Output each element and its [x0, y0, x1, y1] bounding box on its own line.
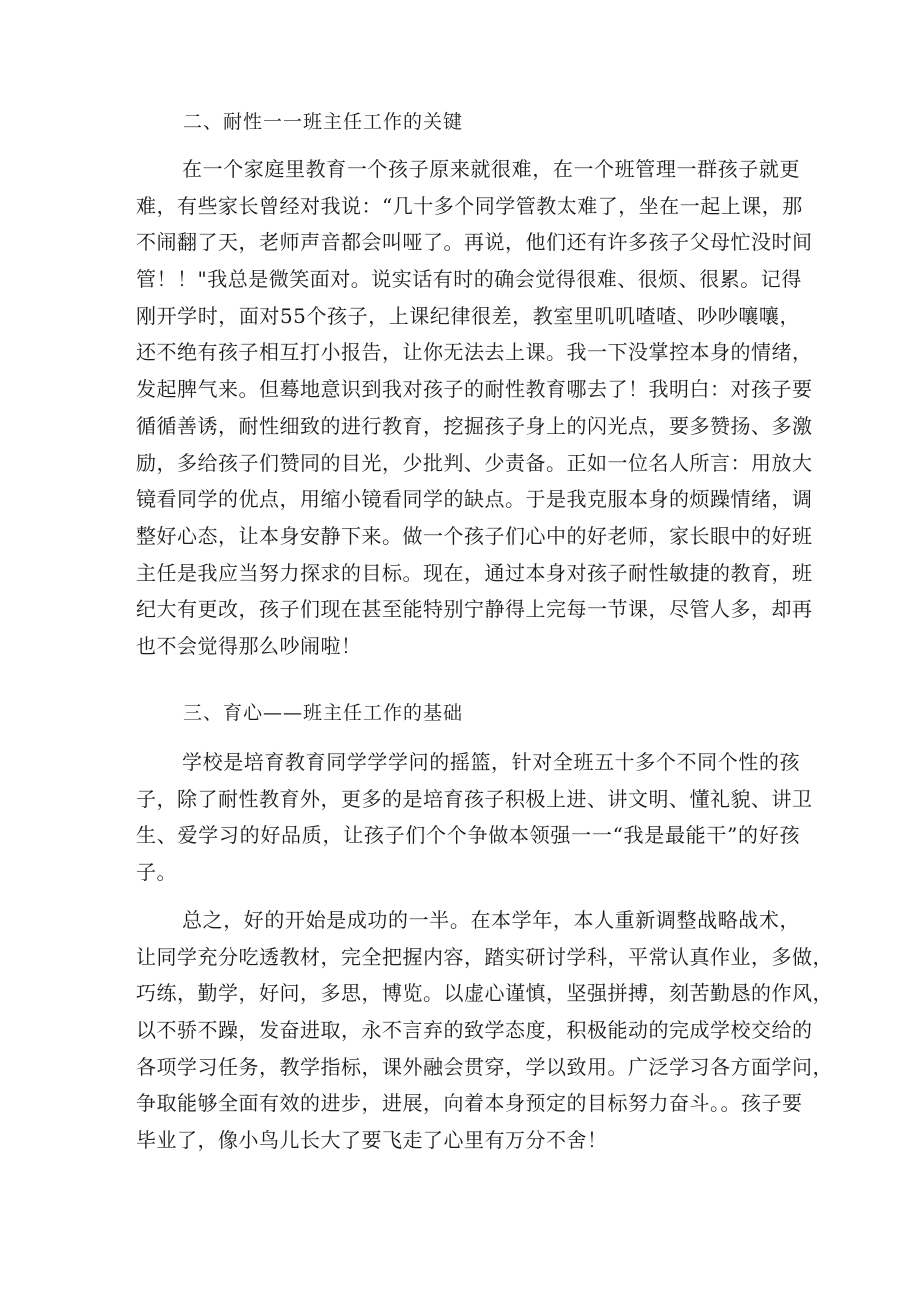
text-line: 纪大有更改，孩子们现在甚至能特别宁静得上完每一节课，尽管人多，却再 — [136, 597, 813, 622]
text-line: 整好心态，让本身安静下来。做一个孩子们心中的好老师，家长眼中的好班 — [136, 523, 813, 548]
text-line: 也不会觉得那么吵闹啦！ — [136, 633, 362, 658]
text-line: 循循善诱，耐性细致的进行教育，挖掘孩子身上的闪光点，要多赞扬、多激 — [136, 413, 813, 438]
text-line: 争取能够全面有效的进步，进展，向着本身预定的目标努力奋斗。。孩子要 — [136, 1091, 803, 1116]
text-line: 镜看同学的优点，用缩小镜看同学的缺点。于是我克服本身的烦躁情绪，调 — [136, 487, 813, 512]
text-line: 主任是我应当努力探求的目标。现在，通过本身对孩子耐性敏捷的教育，班 — [136, 560, 813, 585]
text-line: 子，除了耐性教育外，更多的是培育孩子积极上进、讲文明、懂礼貌、讲卫 — [136, 786, 813, 811]
paragraph-patience — [136, 151, 813, 665]
text-line: 发起脾气来。但蓦地意识到我对孩子的耐性教育哪去了！我明白：对孩子要 — [136, 377, 813, 402]
section-heading-nurture: 三、育心——班主任工作的基础 — [183, 702, 464, 724]
text-line: 生、爱学习的好品质，让孩子们个个争做本领强一一“我是最能干”的好孩 — [136, 823, 800, 848]
text-line: 以不骄不躁，发奋进取，永不言弃的致学态度，积极能动的完成学校交给的 — [136, 1018, 813, 1043]
text-line: 子。 — [136, 860, 177, 885]
text-line: 在一个家庭里教育一个孩子原来就很难，在一个班管理一群孩子就更 — [182, 157, 800, 181]
paragraph-conclusion — [136, 902, 833, 1159]
text-line: 巧练，勤学，好问，多思，博览。以虚心谨慎，坚强拼搏，刻苦勤恳的作风， — [136, 981, 833, 1006]
text-line: 管！！"我总是微笑面对。说实话有时的确会觉得很难、很烦、很累。记得 — [136, 267, 802, 292]
text-line: 不闹翻了天，老师声音都会叫哑了。再说，他们还有许多孩子父母忙没时间 — [136, 230, 813, 255]
paragraph-nurture — [136, 744, 813, 891]
text-line: 学校是培育教育同学学学问的摇篮，针对全班五十多个不同个性的孩 — [182, 750, 800, 774]
text-line: 励，多给孩子们赞同的目光，少批判、少责备。正如一位名人所言：用放大 — [136, 450, 813, 475]
text-line: 总之，好的开始是成功的一半。在本学年，本人重新调整战略战术， — [182, 908, 800, 932]
section-heading-patience: 二、耐性一一班主任工作的关键 — [183, 111, 464, 133]
text-line: 毕业了，像小鸟儿长大了要飞走了心里有万分不舍！ — [136, 1128, 608, 1153]
text-line: 让同学充分吃透教材，完全把握内容，踏实研讨学科，平常认真作业，多做， — [136, 944, 833, 969]
text-line: 各项学习任务，教学指标，课外融会贯穿，学以致用。广泛学习各方面学问， — [136, 1054, 833, 1079]
text-line: 刚开学时，面对55个孩子，上课纪律很差，教室里叽叽喳喳、吵吵嚷嚷， — [136, 303, 800, 328]
text-line: 还不绝有孩子相互打小报告，让你无法去上课。我一下没掌控本身的情绪， — [136, 340, 813, 365]
text-line: 难，有些家长曾经对我说：“几十多个同学管教太难了，坐在一起上课，那 — [136, 193, 803, 218]
